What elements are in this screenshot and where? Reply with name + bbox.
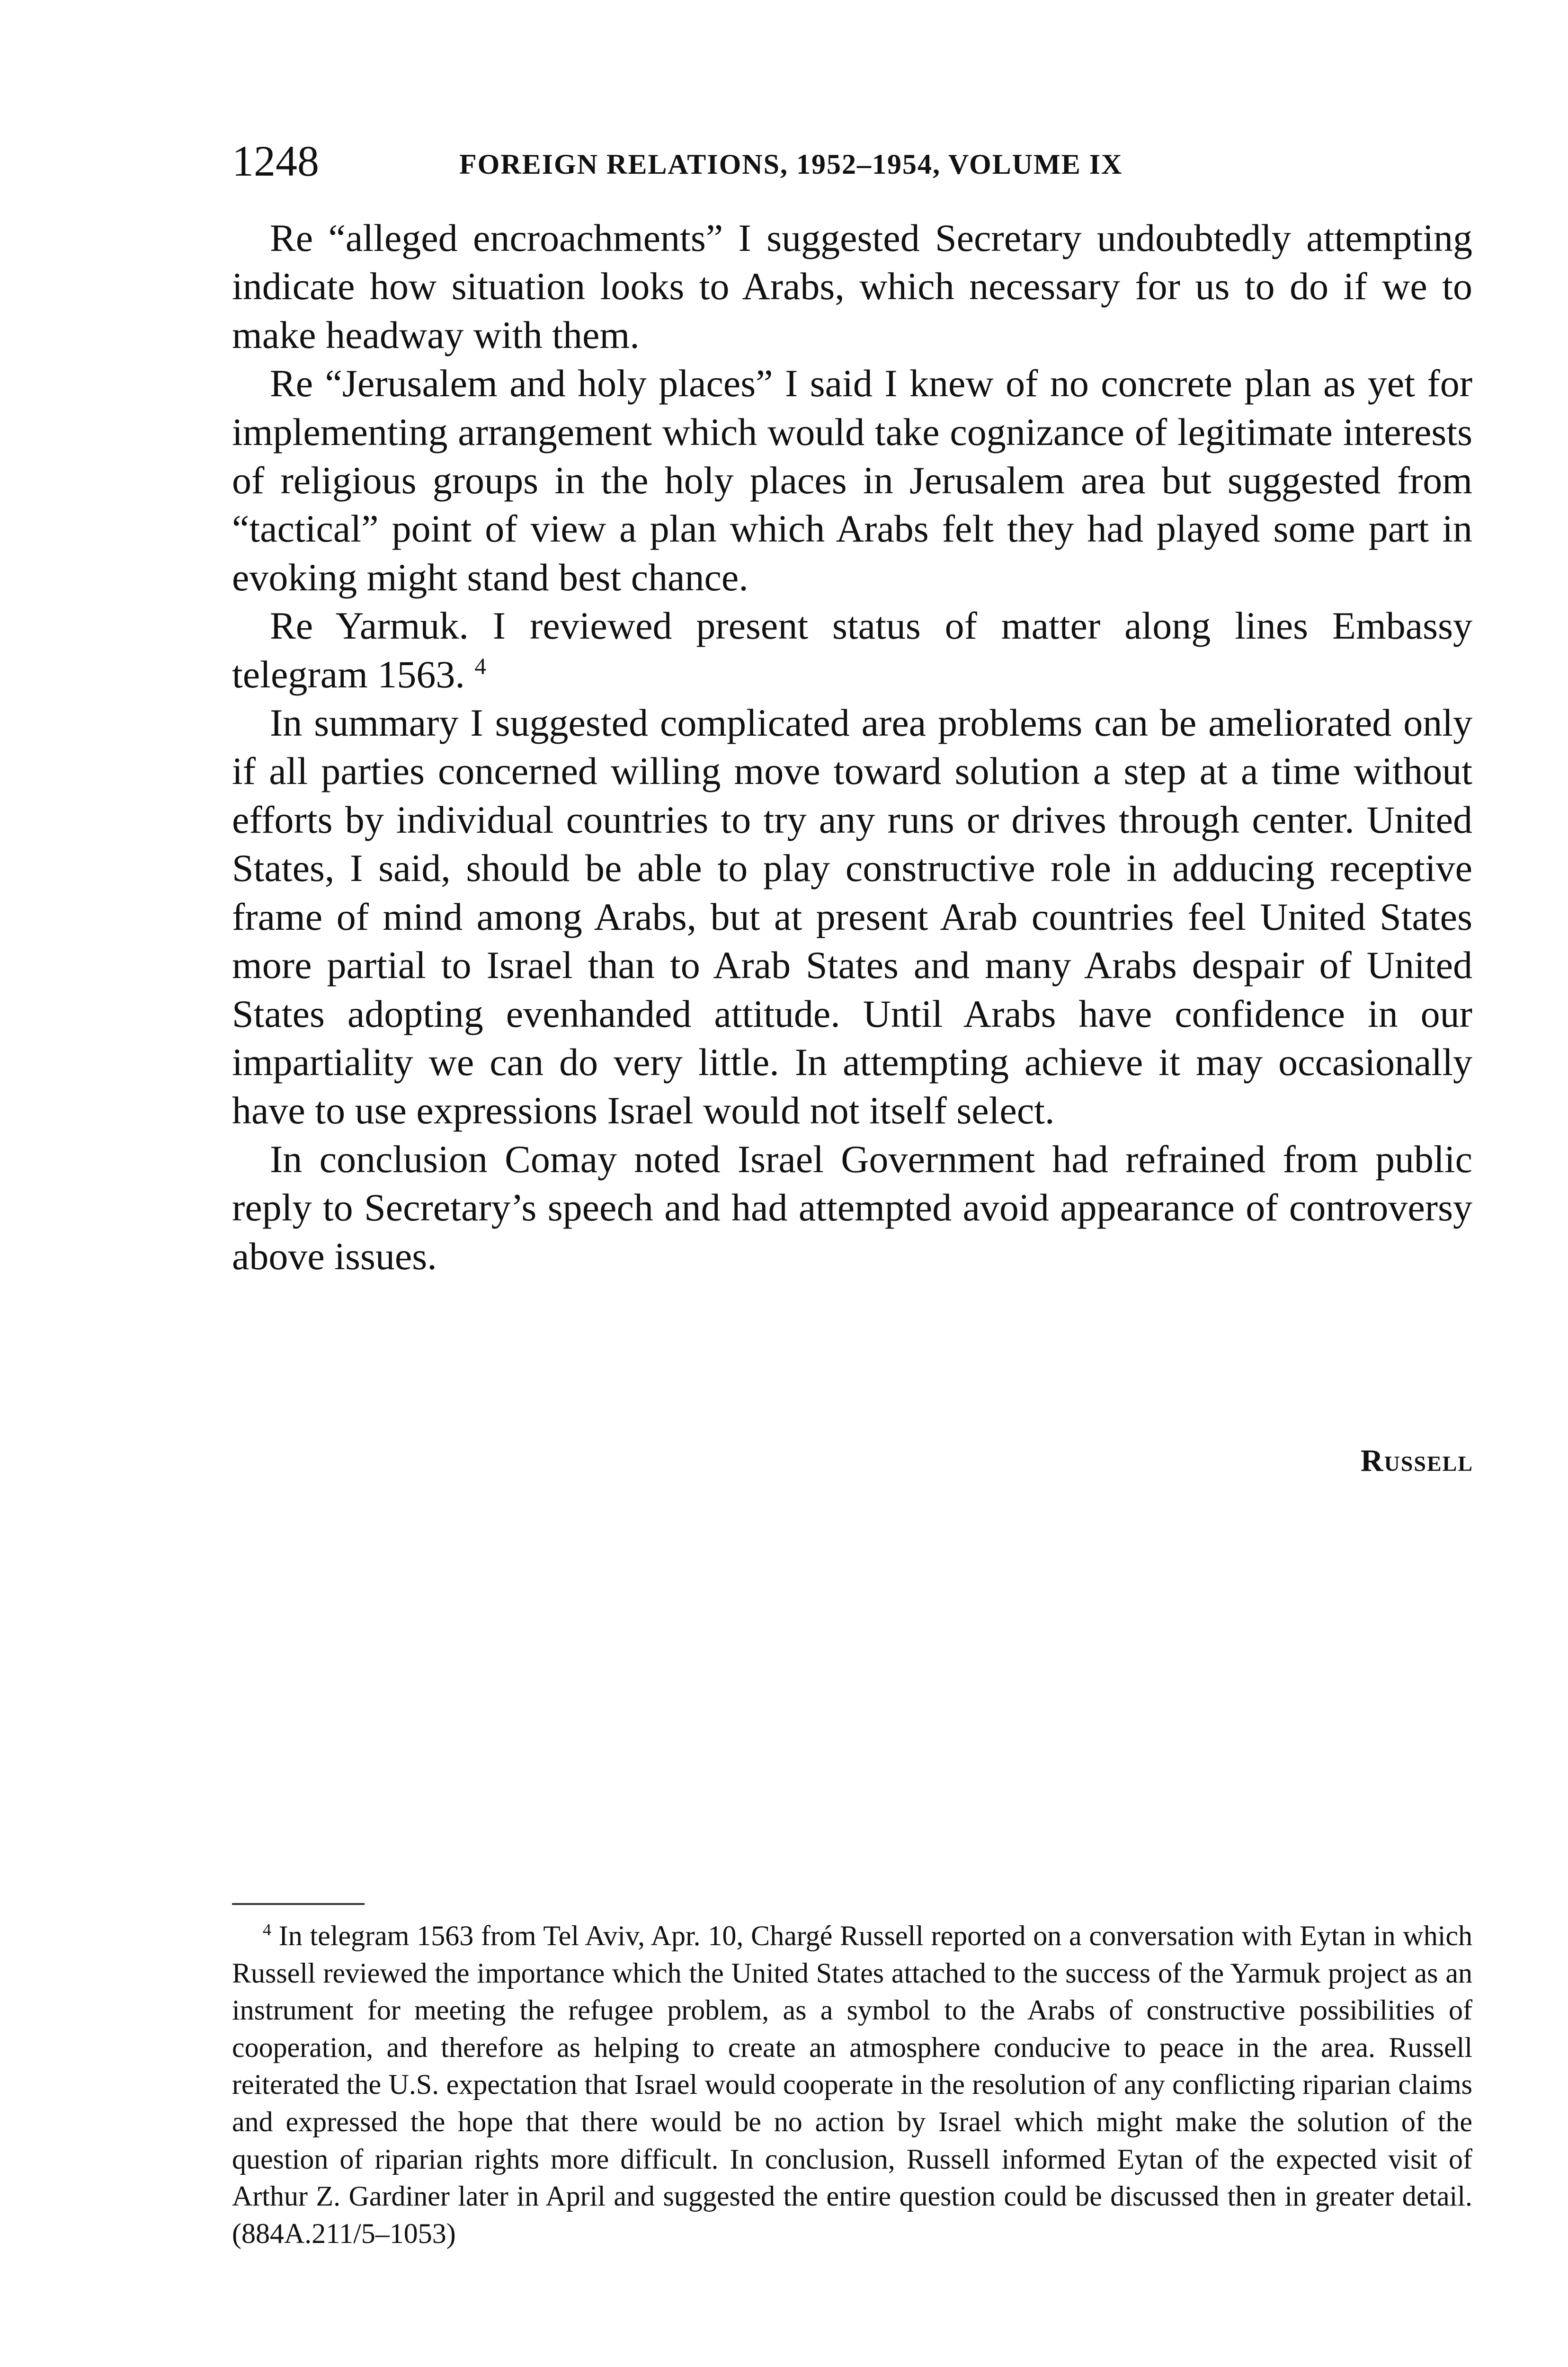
paragraph-jerusalem: Re “Jerusalem and holy places” I said I knew of no concrete plan as yet for implementing arrangement which would take cognizance of legitimate interests of religious groups in the holy places in Jerusalem area but suggested from “tactical” point of view a plan which Arabs felt they had played some part in evoking might stand best chance. [232, 362, 1472, 599]
footnote-marker: 4 [263, 1920, 271, 1939]
footnote-divider [232, 1903, 365, 1905]
page-number: 1248 [232, 137, 319, 185]
paragraph-yarmuk-text: Re Yarmuk. I reviewed present status of matter along lines Embassy telegram 1563. [232, 604, 1472, 696]
footnote [232, 1917, 1472, 2252]
paragraph-alleged-encroachments: Re “alleged encroachments” I suggested Secretary undoubtedly attempting indicate how situation looks to Arabs, which necessary for us to do if we to make headway with them. [232, 216, 1472, 356]
paragraph-summary: In summary I suggested complicated area problems can be ameliorated only if all parties concerned willing move toward solution a step at a time without efforts by individual countries to try any runs or drives through center. United States, I said, should be able to play constructive role in adducing receptive frame of mind among Arabs, but at present Arab countries feel United States more partial to Israel than to Arab States and many Arabs despair of United States adopting evenhanded attitude. Until Arabs have confidence in our impartiality we can do very little. In attempting achieve it may occasionally have to use expressions Israel would not itself select. [232, 701, 1472, 1132]
footnote-text: In telegram 1563 from Tel Aviv, Apr. 10, Chargé Russell reported on a conversation with Eytan in which Russell reviewed the importance which the United States attached to the success of the Yarmuk project as an instrument for meeting the refugee problem, as a symbol to the Arabs of constructive possibilities of cooperation, and therefore as helping to create an atmosphere conducive to peace in the area. Russell reiterated the U.S. expectation that Israel would cooperate in the resolution of any conflicting riparian claims and expressed the hope that there would be no action by Israel which might make the solution of the question of riparian rights more difficult. In conclusion, Russell informed Eytan of the expected visit of Arthur Z. Gardiner later in April and suggested the entire question could be discussed then in greater detail. (884A.211/5–1053) [232, 1920, 1473, 2249]
page-header [232, 133, 1482, 194]
paragraph-conclusion: In conclusion Comay noted Israel Government had refrained from public reply to Secretary’s speech and had attempted avoid appearance of controversy above issues. [232, 1137, 1472, 1278]
signature: Russell [1360, 1443, 1473, 1478]
footnote-4 [232, 1917, 1472, 2252]
paragraph-yarmuk [232, 602, 1472, 699]
running-head: FOREIGN RELATIONS, 1952–1954, VOLUME IX [459, 149, 1123, 180]
body-text [232, 214, 1472, 1281]
footnote-reference[interactable]: 4 [474, 653, 486, 679]
